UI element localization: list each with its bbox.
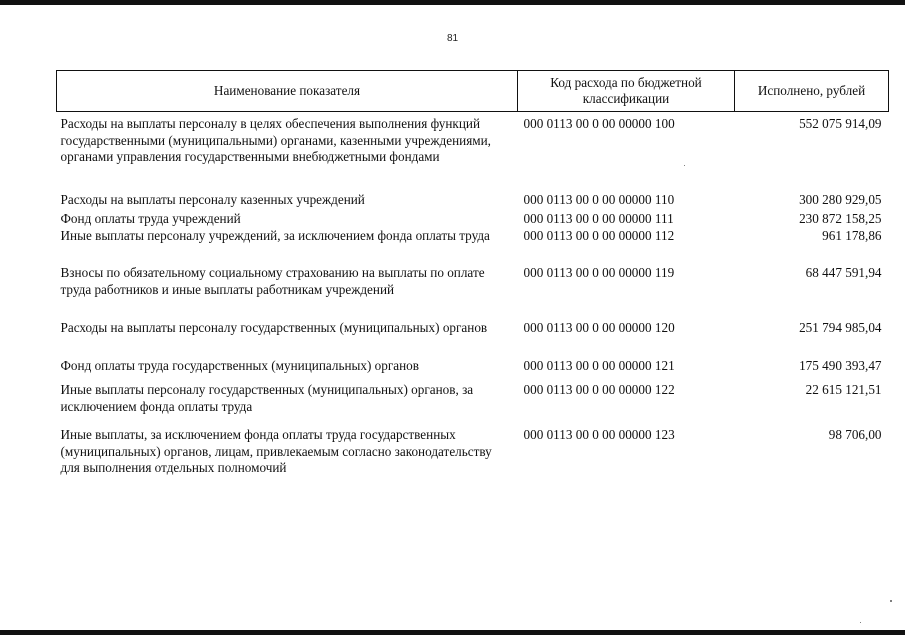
row-indicator-name: Расходы на выплаты персоналу в целях обеспечения выполнения функций государственными (муниципальными) органами, казенными учреждениями, органами управления государственными внебюджетными фондами [60,116,491,164]
scan-speck [684,165,685,166]
table-row [57,211,889,228]
scan-top-border [0,0,905,5]
row-executed-amount: 68 447 591,94 [805,265,882,280]
row-executed-amount: 22 615 121,51 [805,382,882,397]
row-budget-code: 000 0113 00 0 00 00000 123 [523,427,675,442]
row-indicator-name: Фонд оплаты труда учреждений [60,211,241,226]
column-header-executed-amount: Исполнено, рублей [735,71,889,112]
column-header-budget-code: Код расхода по бюджетной классификации [518,71,735,112]
row-executed-amount: 961 178,86 [822,228,882,243]
row-executed-amount: 552 075 914,09 [799,116,882,131]
row-budget-code: 000 0113 00 0 00 00000 122 [523,382,675,397]
row-budget-code: 000 0113 00 0 00 00000 111 [523,211,674,226]
column-header-indicator-name: Наименование показателя [57,71,518,112]
table-row [57,320,889,357]
row-budget-code: 000 0113 00 0 00 00000 119 [523,265,675,280]
row-executed-amount: 251 794 985,04 [799,320,882,335]
row-executed-amount: 300 280 929,05 [799,192,882,207]
table-row [57,357,889,381]
table-row [57,112,889,193]
row-budget-code: 000 0113 00 0 00 00000 121 [523,358,675,373]
scan-speck [890,600,892,602]
row-indicator-name: Расходы на выплаты персоналу казенных учреждений [60,192,365,207]
header-row [57,71,889,112]
row-budget-code: 000 0113 00 0 00 00000 112 [523,228,675,243]
row-executed-amount: 98 706,00 [828,427,882,442]
table-row [57,381,889,427]
page-number: 81 [446,33,459,44]
table-header [57,71,889,112]
row-indicator-name: Фонд оплаты труда государственных (муниципальных) органов [60,358,420,373]
row-indicator-name: Иные выплаты персоналу учреждений, за исключением фонда оплаты труда [60,228,490,243]
row-executed-amount: 230 872 158,25 [799,211,882,226]
row-indicator-name: Иные выплаты персоналу государственных (муниципальных) органов, за исключением фонда оплаты труда [60,382,474,414]
row-executed-amount: 175 490 393,47 [799,358,882,373]
table-body [57,112,889,498]
scan-bottom-border [0,630,905,635]
table-row [57,192,889,211]
row-budget-code: 000 0113 00 0 00 00000 120 [523,320,675,335]
row-indicator-name: Взносы по обязательному социальному страхованию на выплаты по оплате труда работников и иные выплаты работникам учреждений [60,265,485,297]
table-row [57,263,889,320]
row-indicator-name: Иные выплаты, за исключением фонда оплаты труда государственных (муниципальных) органов, лицам, привлекаемым согласно законодательству для выполнения отдельных полномочий [60,427,492,475]
row-budget-code: 000 0113 00 0 00 00000 110 [523,192,675,207]
row-indicator-name: Расходы на выплаты персоналу государственных (муниципальных) органов [60,320,488,335]
table-row [57,427,889,497]
scan-speck [860,622,861,623]
table-row [57,228,889,263]
row-budget-code: 000 0113 00 0 00 00000 100 [523,116,675,131]
expenditure-table [56,70,889,497]
